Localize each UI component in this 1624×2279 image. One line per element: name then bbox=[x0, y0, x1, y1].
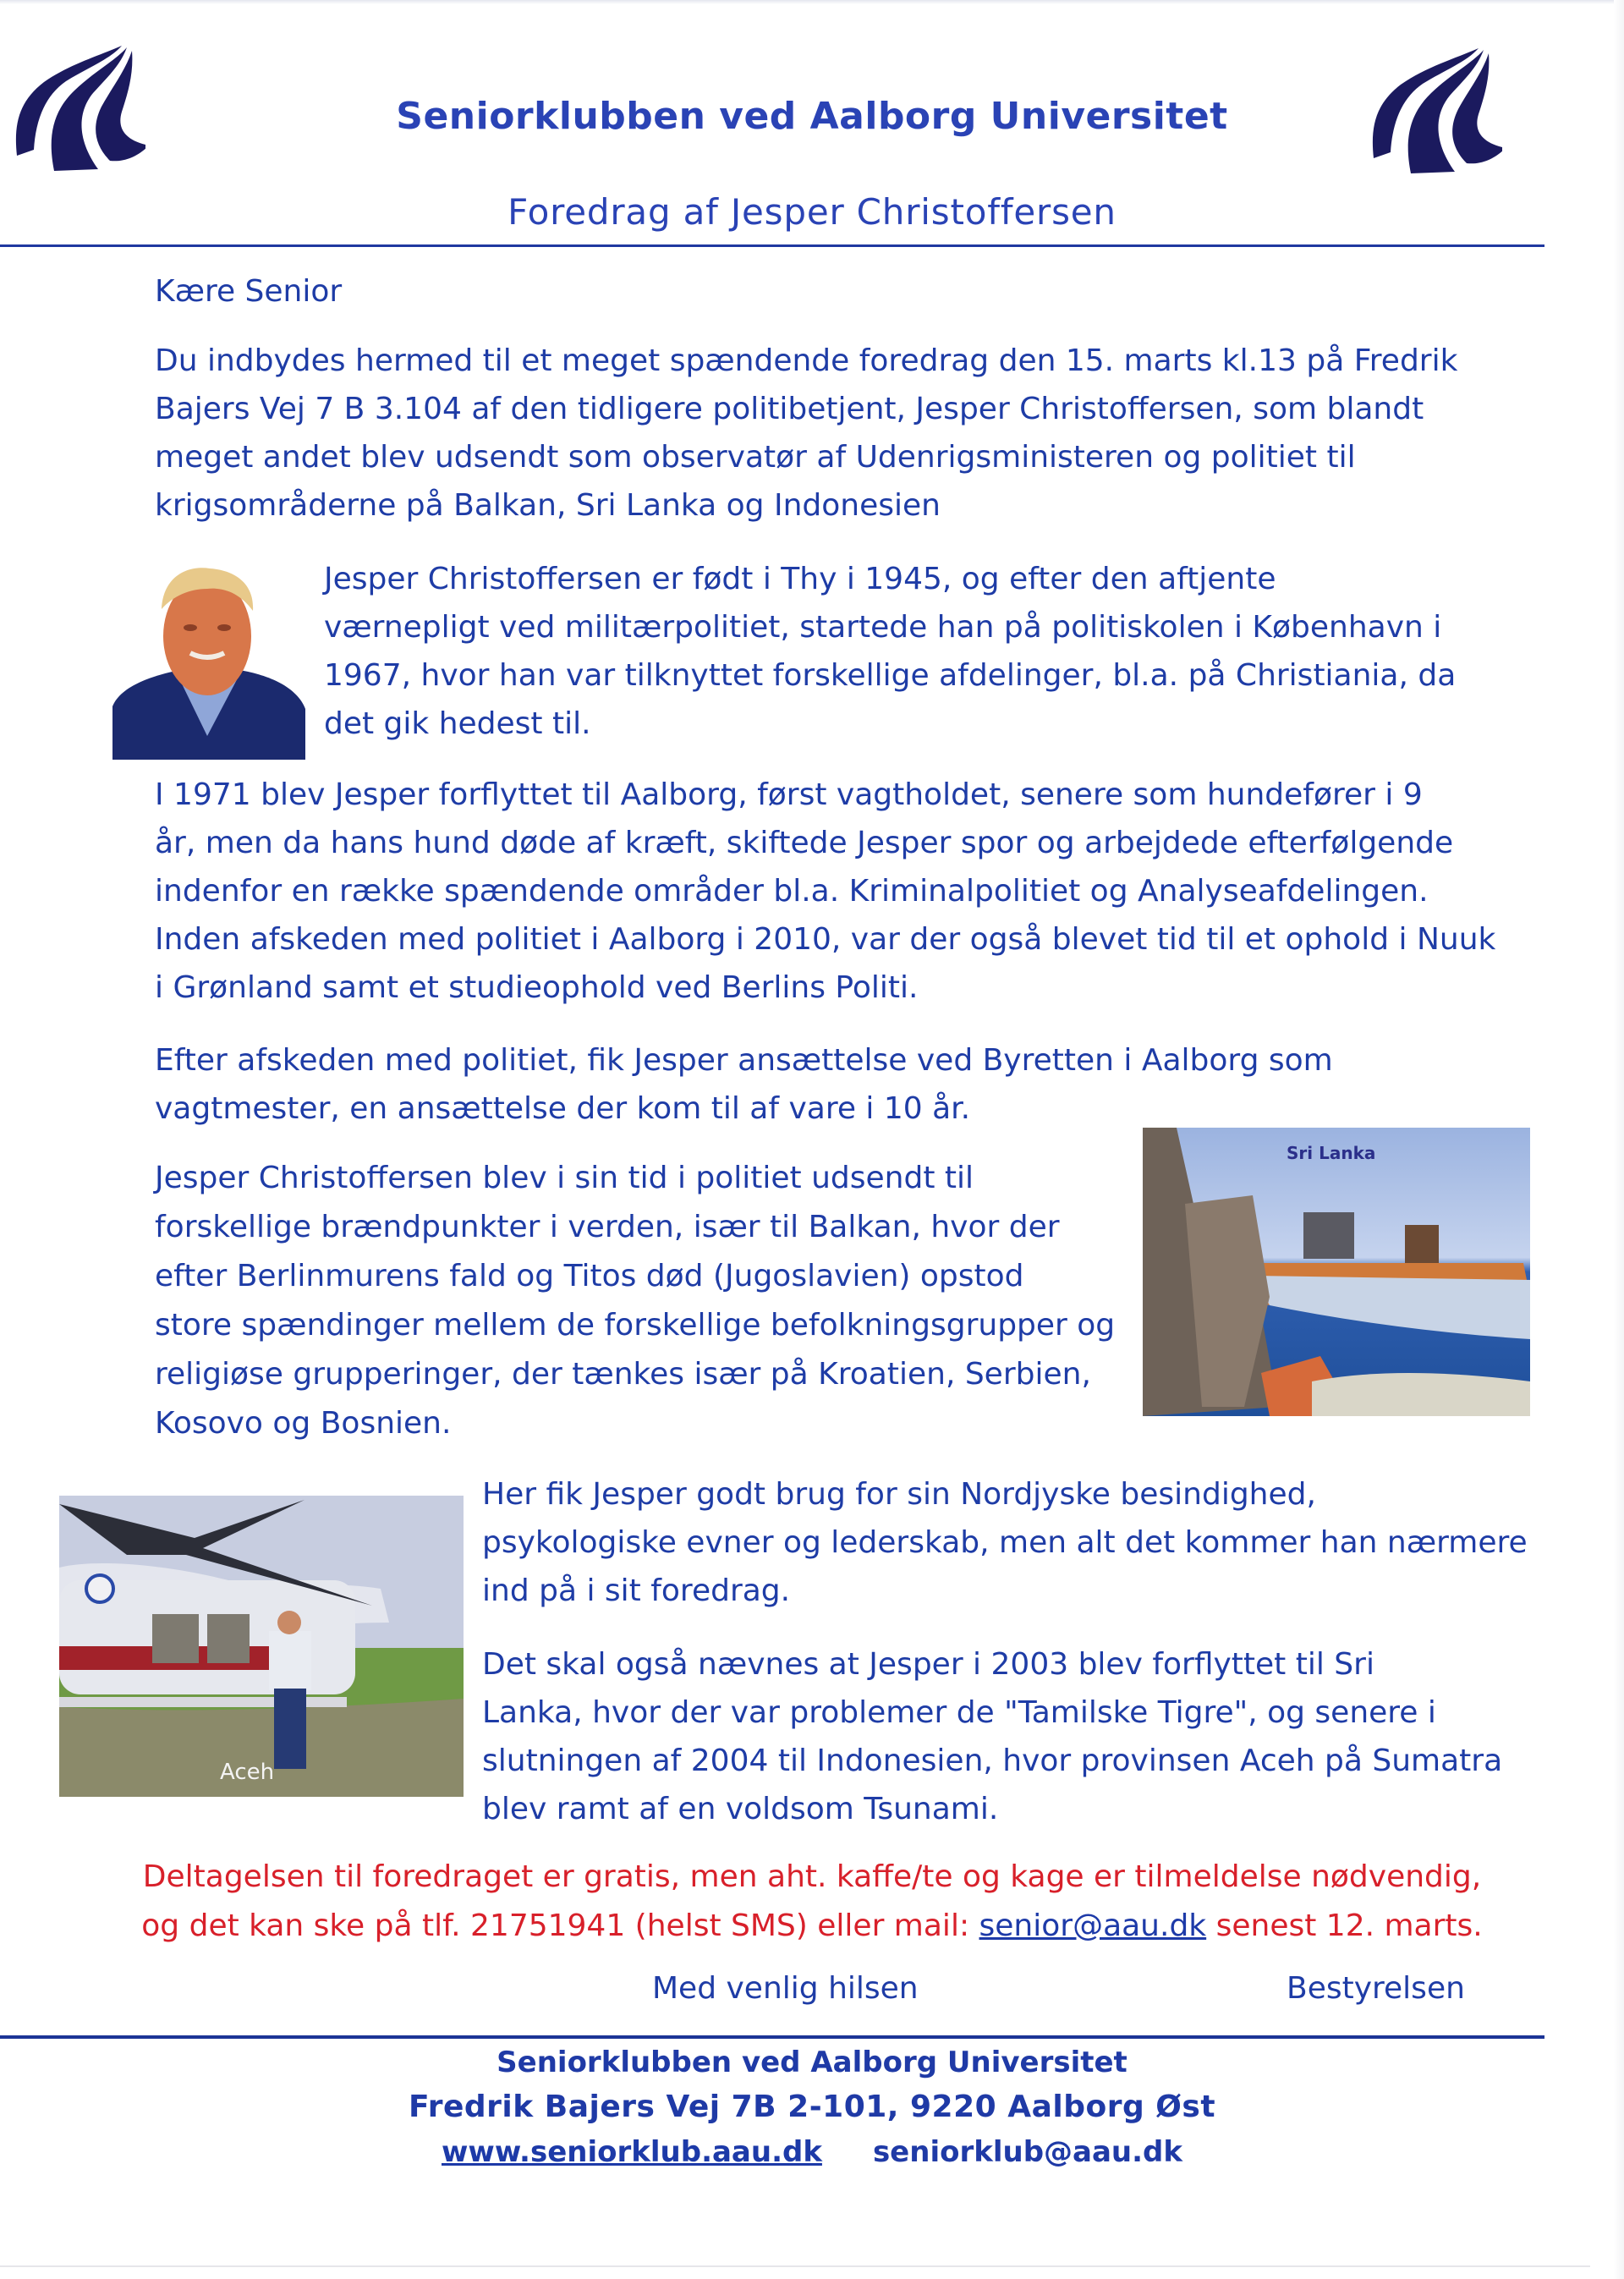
text-line: i Grønland samt et studieophold ved Berlins Politi. bbox=[155, 970, 919, 1005]
portrait-photo bbox=[112, 558, 305, 760]
sri-lanka-caption: Sri Lanka bbox=[1287, 1143, 1376, 1163]
text-line: Jesper Christoffersen er født i Thy i 1945, og efter den aftjente bbox=[324, 562, 1276, 596]
text-line: krigsområderne på Balkan, Sri Lanka og Indonesien bbox=[155, 488, 941, 523]
aceh-caption: Aceh bbox=[220, 1760, 275, 1785]
text-line: Kosovo og Bosnien. bbox=[155, 1406, 452, 1441]
portrait-image bbox=[112, 558, 305, 760]
text-line: indenfor en række spændende områder bl.a. Kriminalpolitiet og Analyseafdelingen. bbox=[155, 874, 1429, 909]
bio-paragraph-2 bbox=[155, 771, 1495, 1012]
text-line: det gik hedest til. bbox=[324, 706, 591, 741]
website-link[interactable]: www.seniorklub.aau.dk bbox=[442, 2135, 822, 2169]
salutation: Kære Senior bbox=[155, 274, 343, 309]
intro-paragraph bbox=[155, 337, 1457, 530]
aceh-image bbox=[59, 1496, 464, 1797]
bio-paragraph-5 bbox=[482, 1470, 1528, 1615]
aceh-photo bbox=[59, 1496, 464, 1797]
text-line: vagtmester, en ansættelse der kom til af vare i 10 år. bbox=[155, 1091, 971, 1126]
registration-email-link[interactable]: senior@aau.dk bbox=[979, 1908, 1207, 1943]
notice-text: og det kan ske på tlf. 21751941 (helst SMS) eller mail: bbox=[141, 1908, 979, 1943]
registration-notice-line-1: Deltagelsen til foredraget er gratis, men aht. kaffe/te og kage er tilmeldelse nødvendig, bbox=[142, 1859, 1482, 1894]
text-line: Bajers Vej 7 B 3.104 af den tidligere politibetjent, Jesper Christoffersen, som blandt bbox=[155, 392, 1424, 426]
text-line: Det skal også nævnes at Jesper i 2003 blev forflyttet til Sri bbox=[482, 1647, 1374, 1682]
header-divider bbox=[0, 244, 1544, 247]
text-line: efter Berlinmurens fald og Titos død (Jugoslavien) opstod bbox=[155, 1259, 1024, 1293]
lecture-title: Foredrag af Jesper Christoffersen bbox=[508, 191, 1116, 233]
footer-club-name: Seniorklubben ved Aalborg Universitet bbox=[497, 2046, 1127, 2079]
text-line: store spændinger mellem de forskellige befolkningsgrupper og bbox=[155, 1308, 1116, 1343]
text-line: Lanka, hvor der var problemer de "Tamilske Tigre", og senere i bbox=[482, 1695, 1436, 1730]
bio-paragraph-3 bbox=[155, 1036, 1333, 1133]
footer-contact bbox=[0, 2135, 1624, 2169]
text-line: blev ramt af en voldsom Tsunami. bbox=[482, 1792, 999, 1826]
footer-address: Fredrik Bajers Vej 7B 2-101, 9220 Aalborg Øst bbox=[408, 2090, 1216, 2124]
bio-paragraph-1 bbox=[324, 555, 1456, 748]
footer-email[interactable]: seniorklub@aau.dk bbox=[872, 2135, 1182, 2169]
club-title: Seniorklubben ved Aalborg Universitet bbox=[396, 95, 1228, 138]
text-line: Efter afskeden med politiet, fik Jesper ansættelse ved Byretten i Aalborg som bbox=[155, 1043, 1333, 1078]
text-line: slutningen af 2004 til Indonesien, hvor provinsen Aceh på Sumatra bbox=[482, 1744, 1503, 1778]
text-line: Her fik Jesper godt brug for sin Nordjyske besindighed, bbox=[482, 1477, 1316, 1512]
text-line: år, men da hans hund døde af kræft, skiftede Jesper spor og arbejdede efterfølgende bbox=[155, 826, 1454, 860]
text-line: religiøse grupperinger, der tænkes især på Kroatien, Serbien, bbox=[155, 1357, 1091, 1392]
text-line: Inden afskeden med politiet i Aalborg i 2010, var der også blevet tid til et ophold i Nuuk bbox=[155, 922, 1496, 957]
closing-greeting: Med venlig hilsen bbox=[652, 1971, 919, 2006]
text-line: psykologiske evner og lederskab, men alt det kommer han nærmere bbox=[482, 1525, 1528, 1560]
text-line: Du indbydes hermed til et meget spændende foredrag den 15. marts kl.13 på Fredrik bbox=[155, 343, 1458, 378]
text-line: Jesper Christoffersen blev i sin tid i politiet udsendt til bbox=[155, 1161, 974, 1195]
footer-divider bbox=[0, 2035, 1544, 2039]
closing-signature: Bestyrelsen bbox=[1287, 1971, 1465, 2006]
registration-notice-line-2 bbox=[0, 1902, 1624, 1950]
scan-edge-bottom bbox=[0, 2265, 1590, 2267]
text-line: meget andet blev udsendt som observatør af Udenrigsministeren og politiet til bbox=[155, 440, 1356, 475]
notice-deadline: senest 12. marts. bbox=[1206, 1908, 1483, 1943]
text-line: ind på i sit foredrag. bbox=[482, 1573, 791, 1608]
bio-paragraph-6 bbox=[482, 1640, 1502, 1833]
scan-edge-top bbox=[0, 0, 1624, 4]
sri-lanka-photo bbox=[1143, 1128, 1530, 1416]
bio-paragraph-4 bbox=[155, 1154, 1115, 1448]
sri-lanka-image bbox=[1143, 1128, 1530, 1416]
text-line: I 1971 blev Jesper forflyttet til Aalborg, først vagtholdet, senere som hundefører i 9 bbox=[155, 777, 1423, 812]
text-line: værnepligt ved militærpolitiet, startede han på politiskolen i København i bbox=[324, 610, 1442, 645]
text-line: forskellige brændpunkter i verden, især til Balkan, hvor der bbox=[155, 1210, 1060, 1244]
text-line: 1967, hvor han var tilknyttet forskellige afdelinger, bl.a. på Christiania, da bbox=[324, 658, 1457, 693]
